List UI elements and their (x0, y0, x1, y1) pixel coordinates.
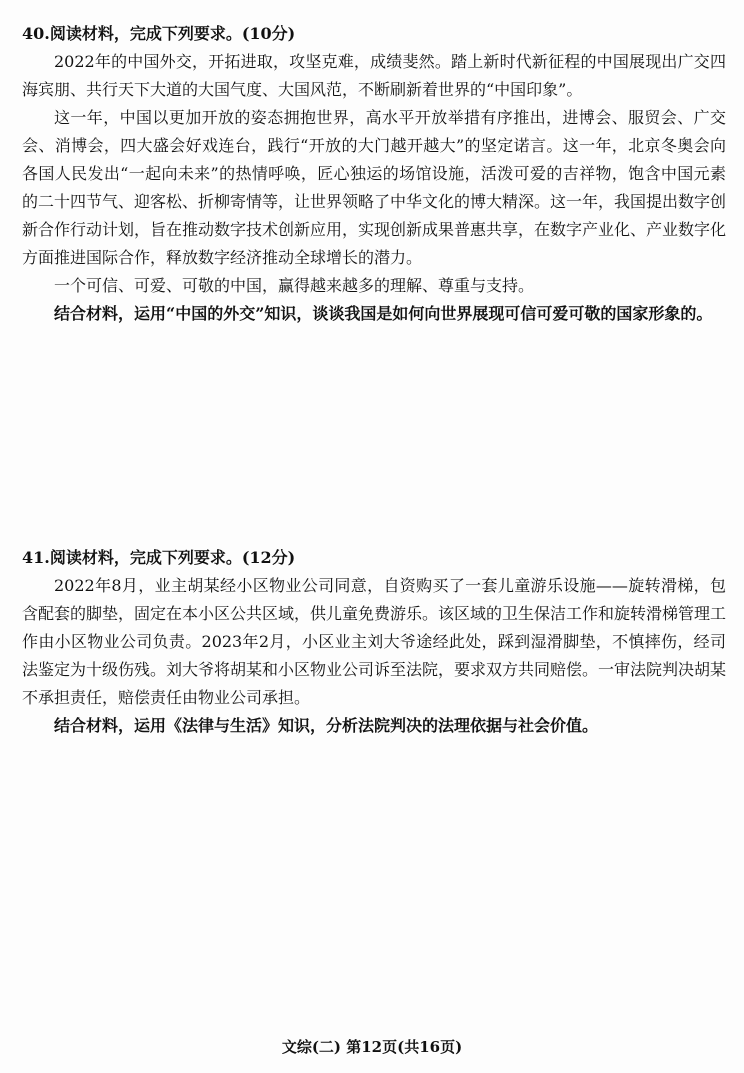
question-40-task: 结合材料，运用“中国的外交”知识，谈谈我国是如何向世界展现可信可爱可敬的国家形象的。 (54, 304, 713, 323)
question-40-paragraph-3: 一个可信、可爱、可敬的中国，赢得越来越多的理解、尊重与支持。 (54, 276, 535, 295)
question-41 (22, 544, 726, 740)
question-40-paragraph-2: 这一年，中国以更加开放的姿态拥抱世界，高水平开放举措有序推出，进博会、服贸会、广交会、消博会，四大盛会好戏连台，践行“开放的大门越开越大”的坚定诺言。这一年，北京冬奥会向各国人民发出“一起向未来”的热情呼唤，匠心独运的场馆设施，活泼可爱的吉祥物，饱含中国元素的二十四节气、迎客松、折柳寄情等，让世界领略了中华文化的博大精深。这一年，我国提出数字创新合作行动计划，旨在推动数字技术创新应用，实现创新成果普惠共享，在数字产业化、产业数字化方面推进国际合作，释放数字经济推动全球增长的潜力。 (22, 108, 727, 267)
question-40 (22, 20, 726, 328)
question-40-header: 40.阅读材料，完成下列要求。(10分) (22, 24, 296, 43)
question-40-paragraph-1: 2022年的中国外交，开拓进取，攻坚克难，成绩斐然。踏上新时代新征程的中国展现出广交四海宾朋、共行天下大道的大国气度、大国风范，不断刷新着世界的“中国印象”。 (22, 52, 726, 99)
question-41-paragraph-1: 2022年8月，业主胡某经小区物业公司同意，自资购买了一套儿童游乐设施——旋转滑梯，包含配套的脚垫，固定在本小区公共区域，供儿童免费游乐。该区域的卫生保洁工作和旋转滑梯管理工作由小区物业公司负责。2023年2月，小区业主刘大爷途经此处，踩到湿滑脚垫，不慎摔伤，经司法鉴定为十级伤残。刘大爷将胡某和小区物业公司诉至法院，要求双方共同赔偿。一审法院判决胡某不承担责任，赔偿责任由物业公司承担。 (22, 576, 727, 707)
question-41-task: 结合材料，运用《法律与生活》知识，分析法院判决的法理依据与社会价值。 (54, 716, 599, 735)
page-footer: 文综(二) 第12页(共16页) (281, 1038, 463, 1056)
question-41-header: 41.阅读材料，完成下列要求。(12分) (22, 548, 296, 567)
